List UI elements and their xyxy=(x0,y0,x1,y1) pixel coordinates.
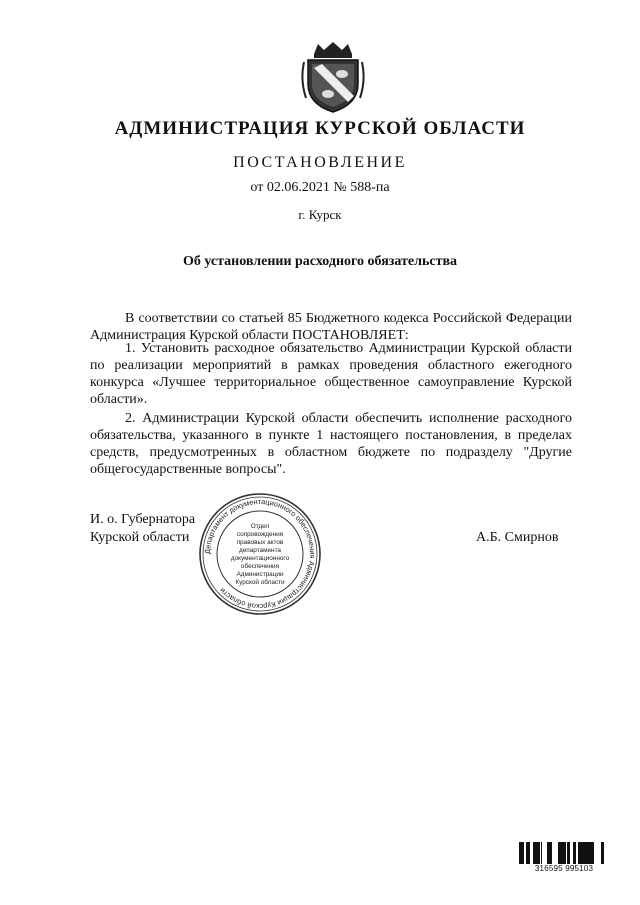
stamp-center-line: Курской области xyxy=(235,579,285,586)
stamp-center-line: департамента xyxy=(238,547,282,554)
barcode-bar xyxy=(563,842,566,864)
stamp-center-line: правовых актов xyxy=(236,539,284,546)
barcode-bar xyxy=(541,842,542,864)
document-type: ПОСТАНОВЛЕНИЕ xyxy=(233,154,407,171)
barcode-bar xyxy=(526,842,529,864)
barcode-bar xyxy=(578,842,580,864)
barcode xyxy=(518,842,610,882)
signer-name: А.Б. Смирнов xyxy=(476,530,559,545)
barcode-bar xyxy=(587,842,590,864)
stamp-center-line: Администрации xyxy=(236,571,284,578)
barcode-bar xyxy=(592,842,594,864)
signer-position-line-2: Курской области xyxy=(90,530,190,545)
body-paragraph-item-2: 2. Администрации Курской области обеспечить исполнение расходного обязательства, указанного в пункте 1 настоящего постановления, в пределах средств, предусмотренных в областном бюджете по подразделу "Другие общегосударственные вопросы". xyxy=(90,411,572,477)
barcode-bar xyxy=(547,842,549,864)
stamp-center-line: сопровождения xyxy=(236,531,284,538)
barcode-bar xyxy=(535,842,538,864)
barcode-bar xyxy=(538,842,540,864)
document-subject-title: Об установлении расходного обязательства xyxy=(182,254,458,269)
barcode-bar xyxy=(550,842,552,864)
stamp-center-line: документационного xyxy=(230,555,290,562)
coat-of-arms-emblem xyxy=(300,40,366,116)
stamp-center-line: обеспечения xyxy=(240,563,280,570)
barcode-bar xyxy=(523,842,524,864)
stamp-ring-text: Департамент документационного обеспечения Администрации Курской области xyxy=(202,496,318,612)
stamp-center-line: Отдел xyxy=(250,523,270,530)
barcode-bar xyxy=(519,842,521,864)
barcode-bar xyxy=(521,842,523,864)
barcode-bar xyxy=(558,842,560,864)
barcode-bar xyxy=(529,842,530,864)
barcode-bar xyxy=(549,842,550,864)
barcode-bar xyxy=(583,842,586,864)
barcode-number: 316595 995103 xyxy=(518,864,610,874)
signer-position-line-1: И. о. Губернатора xyxy=(90,512,196,527)
barcode-bar xyxy=(586,842,587,864)
barcode-bar xyxy=(590,842,592,864)
barcode-bar xyxy=(573,842,576,864)
barcode-bar xyxy=(533,842,535,864)
document-city: г. Курск xyxy=(298,207,342,222)
official-stamp xyxy=(198,492,322,616)
body-paragraph-preamble: В соответствии со статьей 85 Бюджетного кодекса Российской Федерации Администрация Курской области ПОСТАНОВЛЯЕТ: xyxy=(90,311,572,343)
barcode-bar xyxy=(567,842,570,864)
barcode-bar xyxy=(580,842,583,864)
organization-title: АДМИНИСТРАЦИЯ КУРСКОЙ ОБЛАСТИ xyxy=(114,118,526,139)
barcode-bar xyxy=(601,842,604,864)
document-date-number: от 02.06.2021 № 588-па xyxy=(250,180,390,195)
body-paragraph-item-1: 1. Установить расходное обязательство Администрации Курской области по реализации мероприятий в рамках проведения областного ежегодного конкурса «Лучшее территориальное общественное самоуправление Курской области». xyxy=(90,341,572,407)
barcode-bar xyxy=(560,842,563,864)
